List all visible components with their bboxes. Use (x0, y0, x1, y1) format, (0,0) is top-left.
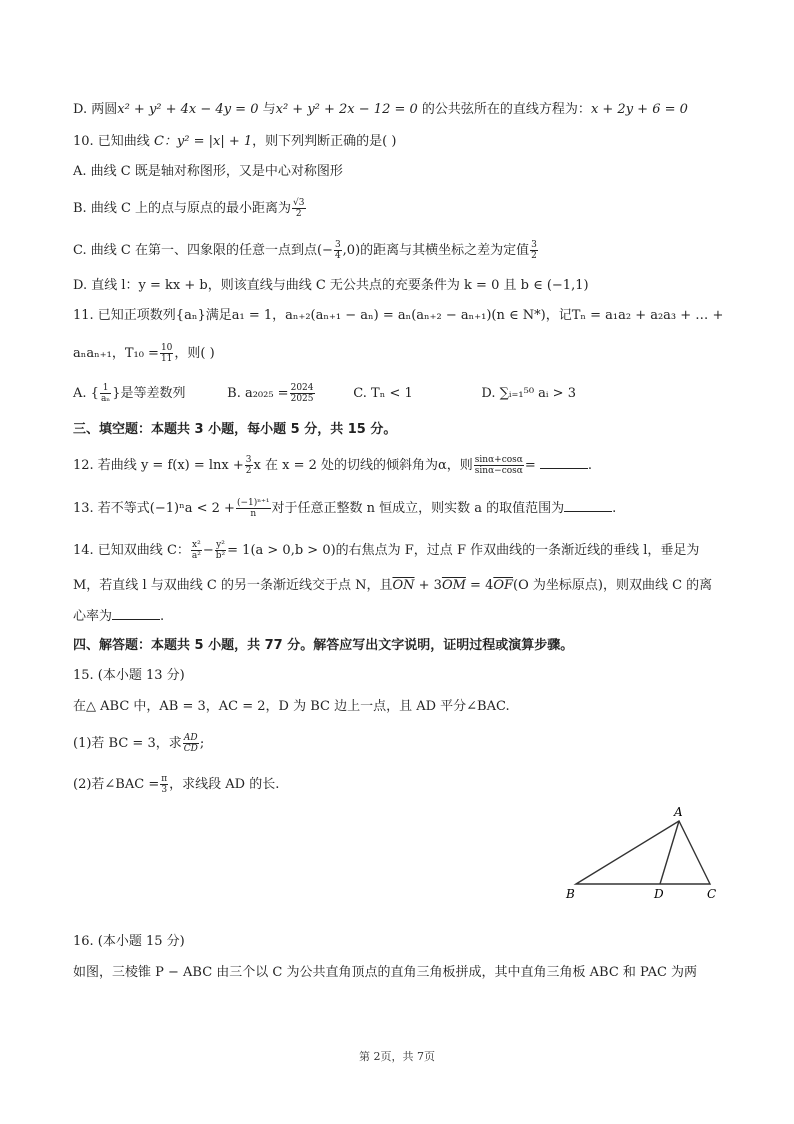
q10-option-a: A. 曲线 C 既是轴对称图形，又是中心对称图形 (73, 164, 343, 179)
answer-blank (564, 499, 612, 512)
label-d: D (654, 887, 664, 900)
label-a: A (674, 805, 683, 819)
q12: 12. 若曲线 y = f(x) = lnx + $\frac{3}{2}$ x 在 x = 2 处的切线的倾斜角为α，则 $\frac{\sin\alpha+\cos\alpha}{\sin\alpha-\cos\alpha}$ = . (73, 455, 593, 476)
q15-stem: 在△ ABC 中，AB = 3，AC = 2，D 为 BC 边上一点，且 AD 平分∠BAC. (73, 699, 510, 714)
q11-option-c: C. Tₙ < 1 (353, 386, 413, 401)
triangle-figure (560, 800, 730, 900)
q14-line1: 14. 已知双曲线 C： $\frac{\text{x²}}{\text{a²}}$ − $\frac{\text{y²}}{\text{b²}}$ = 1(a > 0,b > 0)的右焦点为 F，过点 F 作双曲线的一条渐近线的垂线 l，垂足为 (73, 540, 700, 561)
label-c: C (707, 887, 717, 900)
q11-stem-line2: aₙaₙ₊₁，T₁₀ = $\frac{10}{11}$ ，则( ) (73, 343, 215, 364)
q9-option-d: D. 两圆x² + y² + 4x − 4y = 0 与x² + y² + 2x − 12 = 0 的公共弦所在的直线方程为：x + 2y + 6 = 0 (73, 102, 688, 117)
q16-stem: 如图，三棱锥 P − ABC 由三个以 C 为公共直角顶点的直角三角板拼成，其中直角三角板 ABC 和 PAC 为两 (73, 965, 698, 980)
q13: 13. 若不等式(−1)ⁿa < 2 + $\frac{\text{(−1)ⁿ⁺¹}}{n}$ 对于任意正整数 n 恒成立，则实数 a 的取值范围为 . (73, 498, 617, 519)
q14-line2: M，若直线 l 与双曲线 C 的另一条渐近线交于点 N，且$\overline{ON} + 3\overline{OM} = 4\overline{OF}(O$ 为坐标原点)，则双曲线 C 的离 (73, 578, 713, 593)
q15-heading: 15. (本小题 13 分) (73, 668, 185, 683)
fraction: $\frac{√3}{2}$ (293, 198, 305, 219)
q11-option-a: A. { $\frac{1}{\text{aₙ}}$ }是等差数列 (73, 383, 186, 404)
q11-option-b: B. a₂₀₂₅ = $\frac{2024}{2025}$ (227, 383, 314, 404)
q11-options (73, 383, 724, 404)
q10-option-b: B. 曲线 C 上的点与原点的最小距离为 $\frac{√3}{2}$ (73, 198, 305, 219)
q16-heading: 16. (本小题 15 分) (73, 934, 185, 949)
answer-blank (540, 456, 588, 469)
section-4-heading: 四、解答题：本题共 5 小题，共 77 分。解答应写出文字说明，证明过程或演算步骤。 (73, 638, 574, 653)
q10-stem: 10. 已知曲线 C：y² = |x| + 1，则下列判断正确的是( ) (73, 134, 397, 149)
answer-blank (112, 607, 160, 620)
q10-option-c: C. 曲线 C 在第一、四象限的任意一点到点(− $\frac{3}{4}$ ,0)的距离与其横坐标之差为定值 $\frac{3}{2}$ (73, 240, 537, 261)
q15-part1: (1)若 BC = 3，求 $\frac{AD}{CD}$ ; (73, 733, 205, 754)
section-3-heading: 三、填空题：本题共 3 小题，每小题 5 分，共 15 分。 (73, 422, 397, 437)
page-footer: 第 2页，共 7页 (359, 1050, 435, 1063)
q11-stem-line1: 11. 已知正项数列{aₙ}满足a₁ = 1，aₙ₊₂(aₙ₊₁ − aₙ) = aₙ(aₙ₊₂ − aₙ₊₁)(n ∈ N*)，记Tₙ = a₁a₂ + a₂a₃ + … + (73, 308, 724, 323)
q10-option-d: D. 直线 l：y = kx + b，则该直线与曲线 C 无公共点的充要条件为 k = 0 且 b ∈ (−1,1) (73, 278, 589, 293)
q15-part2: (2)若∠BAC = $\frac{\pi}{3}$ ，求线段 AD 的长. (73, 774, 280, 795)
q14-line3: 心率为 . (73, 609, 165, 624)
label-b: B (566, 887, 575, 900)
triangle-abc (576, 821, 710, 884)
q11-option-d: D. ∑ᵢ₌₁⁵⁰ aᵢ > 3 (481, 386, 576, 401)
